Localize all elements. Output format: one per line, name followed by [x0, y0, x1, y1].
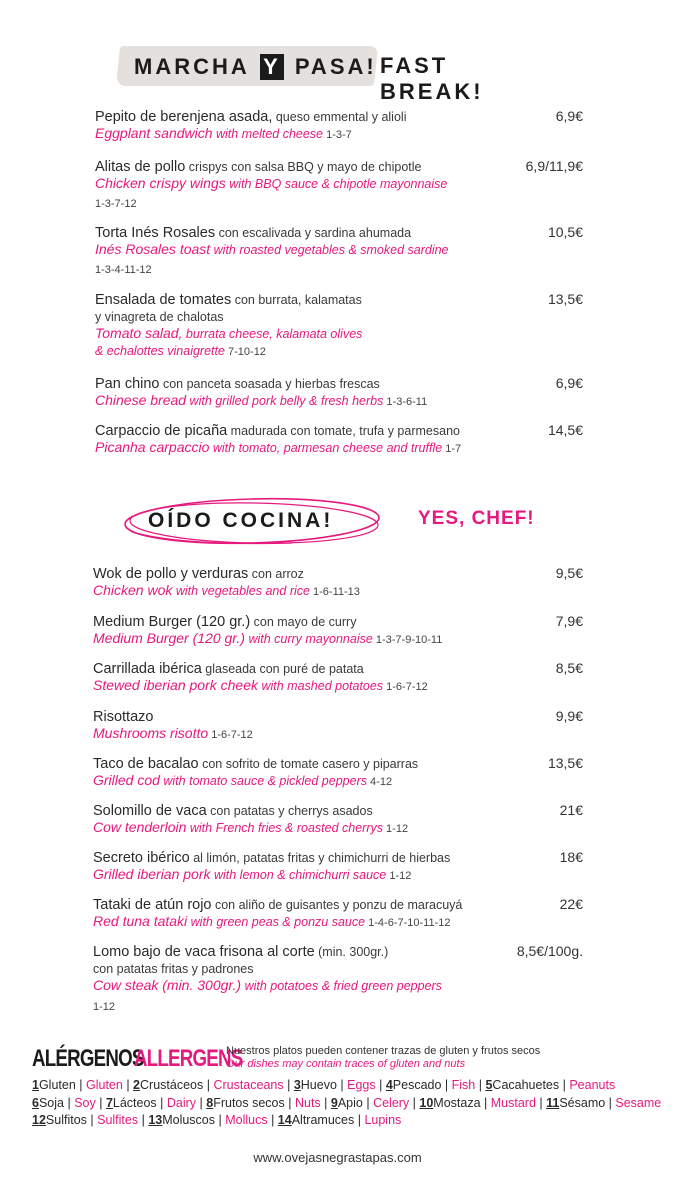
item-description-en: with tomato, parmesan cheese and truffle — [209, 441, 443, 455]
item-price: 8,5€ — [555, 660, 583, 676]
allergen-number: 11 — [546, 1096, 560, 1110]
item-description: con burrata, kalamatas — [231, 293, 362, 307]
item-price: 10,5€ — [547, 224, 583, 240]
item-name-en: Red tuna tataki — [93, 913, 188, 929]
item-line — [95, 291, 362, 309]
item-line — [95, 260, 152, 279]
item-name: Alitas de pollo — [95, 159, 186, 175]
item-name-en: Grilled cod — [93, 772, 160, 788]
allergen-name-es: Soja — [38, 1096, 64, 1110]
allergen-name-en: Gluten — [86, 1078, 123, 1092]
item-price: 13,5€ — [547, 291, 583, 307]
item-description-en: with potatoes & fried green peppers — [241, 979, 442, 993]
allergen-number: 7 — [105, 1096, 113, 1110]
item-line — [95, 158, 422, 176]
item-description-en-cont: & echalottes vinaigrette — [95, 344, 225, 358]
item-line — [93, 896, 462, 914]
allergen-name-en: Crustaceans — [213, 1078, 284, 1092]
item-description-cont: con patatas fritas y padrones — [93, 962, 254, 976]
item-line — [95, 241, 449, 259]
allergen-name-en: Lupins — [364, 1113, 402, 1127]
allergen-number: 5 — [485, 1078, 493, 1092]
item-allergens: 1-6-11-13 — [309, 586, 360, 598]
allergens-note-es: Nuestros platos pueden contener trazas de gluten y frutos secos — [226, 1045, 541, 1057]
item-line — [95, 175, 447, 193]
item-description: con patatas y cherrys asados — [206, 804, 373, 818]
allergen-name-es: Lácteos — [112, 1096, 157, 1110]
item-description-en: with lemon & chimichurri sauce — [210, 868, 387, 882]
item-name-en: Picanha carpaccio — [95, 439, 210, 455]
allergen-name-en: Peanuts — [569, 1078, 616, 1092]
allergens-note-en: Our dishes may contain traces of gluten and nuts — [226, 1058, 466, 1070]
item-line — [93, 960, 254, 978]
allergens-title-en: ALLERGENS — [134, 1045, 243, 1072]
item-name: Tataki de atún rojo — [93, 897, 212, 913]
allergen-number: 1 — [32, 1078, 39, 1092]
allergen-name-es: Sulfitos — [45, 1113, 87, 1127]
item-name: Solomillo de vaca — [93, 803, 207, 819]
item-allergens: 1-4-6-7-10-11-12 — [365, 917, 451, 929]
allergen-number: 14 — [277, 1113, 292, 1127]
item-allergens: 1-7 — [442, 443, 462, 455]
item-description: con panceta soasada y hierbas frescas — [159, 377, 380, 391]
item-line — [95, 439, 461, 458]
allergen-name-en: Mustard — [490, 1096, 536, 1110]
item-price: 18€ — [559, 849, 583, 865]
item-line — [93, 630, 442, 649]
allergen-name-en: Dairy — [166, 1096, 197, 1110]
item-name-en: Chicken crispy wings — [95, 175, 226, 191]
item-description: glaseada con puré de patata — [201, 662, 364, 676]
item-price: 9,9€ — [555, 708, 583, 724]
allergen-name-es: Altramuces — [291, 1113, 355, 1127]
item-name-en: Chinese bread — [95, 392, 187, 408]
allergen-number: 12 — [32, 1113, 46, 1127]
y-badge: Y — [260, 54, 284, 80]
allergen-name-en: Mollucs — [225, 1113, 268, 1127]
item-description-cont: y vinagreta de chalotas — [95, 310, 224, 324]
item-description-en: with mashed potatoes — [258, 679, 384, 693]
item-name: Taco de bacalao — [93, 756, 199, 772]
item-description: con escalivada y sardina ahumada — [215, 226, 412, 240]
allergen-name-es: Gluten — [38, 1078, 76, 1092]
allergen-name-en: Soy — [74, 1096, 96, 1110]
item-name-en: Eggplant sandwich — [95, 125, 213, 141]
allergen-name-es: Huevo — [300, 1078, 337, 1092]
item-description-en: with grilled pork belly & fresh herbs — [186, 394, 384, 408]
item-line — [93, 802, 373, 820]
item-description-en: with French fries & roasted cherrys — [186, 821, 383, 835]
item-allergens: 1-12 — [93, 1001, 116, 1013]
item-allergens: 1-3-6-11 — [383, 396, 428, 408]
allergens-note — [226, 1045, 540, 1071]
item-line — [95, 392, 427, 411]
item-name: Risottazo — [93, 709, 154, 725]
allergen-name-es: Mostaza — [433, 1096, 481, 1110]
item-name: Wok de pollo y verduras — [93, 566, 249, 582]
item-price: 22€ — [559, 896, 583, 912]
item-allergens: 1-6-7-12 — [383, 681, 428, 693]
item-line — [93, 977, 442, 995]
allergen-number: 6 — [32, 1096, 39, 1110]
item-line — [93, 755, 418, 773]
allergen-number: 8 — [206, 1096, 214, 1110]
item-line — [93, 997, 115, 1016]
allergen-name-en: Fish — [451, 1078, 476, 1092]
item-allergens: 1-3-7-9-10-11 — [372, 634, 443, 646]
section-header-oido-cocina — [122, 494, 562, 550]
item-name: Secreto ibérico — [93, 850, 190, 866]
item-description: queso emmental y alioli — [272, 110, 407, 124]
item-name-en: Stewed iberian pork cheek — [93, 677, 258, 693]
item-line — [95, 325, 362, 343]
item-allergens: 1-3-4-11-12 — [95, 264, 152, 276]
item-line — [93, 708, 153, 726]
allergen-name-es: Apio — [337, 1096, 363, 1110]
item-description: con arroz — [248, 567, 304, 581]
allergen-name-es: Moluscos — [162, 1113, 216, 1127]
allergen-name-en: Sesame — [615, 1096, 662, 1110]
allergens-line: 6Soja | Soy | 7Lácteos | Dairy | 8Frutos secos | Nuts | 9Apio | Celery | 10Mostaza | Mustard | 11Sésamo | Sesame — [32, 1096, 662, 1110]
item-price: 6,9€ — [555, 108, 583, 124]
item-line — [93, 819, 408, 838]
allergen-number: 9 — [330, 1096, 338, 1110]
allergen-name-es: Sésamo — [559, 1096, 606, 1110]
item-name: Carpaccio de picaña — [95, 423, 228, 439]
item-allergens: 1-12 — [383, 823, 409, 835]
website-url: www.ovejasnegrastapas.com — [253, 1150, 422, 1165]
item-name: Lomo bajo de vaca frisona al corte — [93, 944, 315, 960]
item-description-en: with vegetables and rice — [172, 584, 310, 598]
allergen-name-es: Frutos secos — [213, 1096, 285, 1110]
item-line — [93, 582, 360, 601]
item-description-en: with melted cheese — [212, 127, 324, 141]
section-title: MARCHA Y PASA! — [134, 54, 377, 79]
section-header-marcha-y-pasa — [118, 44, 558, 104]
item-description: (min. 300gr.) — [314, 945, 389, 959]
item-line — [95, 308, 224, 326]
item-allergens: 1-3-7 — [323, 129, 352, 141]
allergen-number: 3 — [293, 1078, 301, 1092]
item-price: 21€ — [559, 802, 583, 818]
item-description-en: with tomato sauce & pickled peppers — [159, 774, 367, 788]
item-description: madurada con tomate, trufa y parmesano — [227, 424, 460, 438]
item-line — [93, 565, 304, 583]
item-line — [95, 194, 137, 213]
item-allergens: 1-12 — [386, 870, 412, 882]
item-price: 6,9/11,9€ — [525, 158, 583, 174]
allergen-number: 2 — [133, 1078, 140, 1092]
item-line — [93, 849, 450, 867]
allergens-line: 1Gluten | Gluten | 2Crustáceos | Crustaceans | 3Huevo | Eggs | 4Pescado | Fish | 5Cacahuetes | Peanuts — [32, 1078, 616, 1092]
item-name-en: Grilled iberian pork — [93, 866, 211, 882]
item-price: 8,5€/100g. — [516, 943, 583, 959]
section-subtitle: FAST BREAK! — [380, 53, 484, 104]
item-line — [93, 660, 364, 678]
item-name-en: Cow tenderloin — [93, 819, 187, 835]
item-description: con aliño de guisantes y ponzu de maracuyá — [211, 898, 463, 912]
item-allergens: 7-10-12 — [224, 346, 266, 358]
item-allergens: 1-3-7-12 — [95, 198, 137, 210]
item-price: 9,5€ — [555, 565, 583, 581]
item-name-en: Mushrooms risotto — [93, 725, 209, 741]
item-name: Carrillada ibérica — [93, 661, 202, 677]
allergen-name-en: Eggs — [347, 1078, 376, 1092]
item-description-en: with BBQ sauce & chipotle mayonnaise — [225, 177, 448, 191]
item-line — [95, 422, 460, 440]
item-allergens: 4-12 — [366, 776, 393, 788]
item-line — [93, 725, 253, 744]
item-line — [95, 342, 266, 361]
item-allergens: 1-6-7-12 — [208, 729, 253, 741]
item-line — [93, 943, 388, 961]
item-name-en: Chicken wok — [93, 582, 173, 598]
allergen-name-en: Sulfites — [97, 1113, 139, 1127]
item-price: 13,5€ — [547, 755, 583, 771]
allergen-number: 13 — [148, 1113, 163, 1127]
item-description-en: with green peas & ponzu sauce — [187, 915, 366, 929]
item-price: 6,9€ — [555, 375, 583, 391]
allergen-name-es: Crustáceos — [140, 1078, 204, 1092]
item-line — [95, 375, 380, 393]
allergen-name-es: Pescado — [392, 1078, 442, 1092]
allergens-title — [32, 1045, 243, 1073]
allergen-number: 4 — [385, 1078, 393, 1092]
allergen-number: 10 — [419, 1096, 434, 1110]
section-title: OÍDO COCINA! — [148, 509, 334, 532]
allergens-title-es: ALÉRGENOS — [32, 1045, 144, 1072]
section-subtitle: YES, CHEF! — [418, 508, 535, 529]
allergen-name-en: Nuts — [294, 1096, 321, 1110]
item-line — [93, 613, 356, 631]
allergens-line: 12Sulfitos | Sulfites | 13Moluscos | Mollucs | 14Altramuces | Lupins — [32, 1113, 402, 1127]
item-line — [93, 677, 428, 696]
item-description-en: with curry mayonnaise — [244, 632, 373, 646]
item-line — [95, 108, 406, 126]
item-name: Ensalada de tomates — [95, 292, 232, 308]
allergen-name-es: Cacahuetes — [492, 1078, 560, 1092]
item-line — [93, 913, 450, 932]
item-description-en: with roasted vegetables & smoked sardine — [210, 243, 449, 257]
item-price: 7,9€ — [555, 613, 583, 629]
item-description: crispys con salsa BBQ y mayo de chipotle — [185, 160, 422, 174]
item-line — [95, 125, 352, 144]
item-name-en: Inés Rosales toast — [95, 241, 211, 257]
item-name-en: Cow steak (min. 300gr.) — [93, 977, 242, 993]
item-description: al limón, patatas fritas y chimichurri de hierbas — [189, 851, 451, 865]
item-line — [93, 772, 392, 791]
item-price: 14,5€ — [547, 422, 583, 438]
item-name: Medium Burger (120 gr.) — [93, 614, 251, 630]
item-description-en: burrata cheese, kalamata olives — [182, 327, 363, 341]
allergen-name-en: Celery — [373, 1096, 410, 1110]
item-name: Pan chino — [95, 376, 160, 392]
item-name-en: Tomato salad, — [95, 325, 183, 341]
item-description: con mayo de curry — [250, 615, 357, 629]
item-line — [95, 224, 411, 242]
item-line — [93, 866, 411, 885]
item-name: Pepito de berenjena asada, — [95, 109, 273, 125]
item-name: Torta Inés Rosales — [95, 225, 216, 241]
item-name-en: Medium Burger (120 gr.) — [93, 630, 245, 646]
item-description: con sofrito de tomate casero y piparras — [198, 757, 419, 771]
